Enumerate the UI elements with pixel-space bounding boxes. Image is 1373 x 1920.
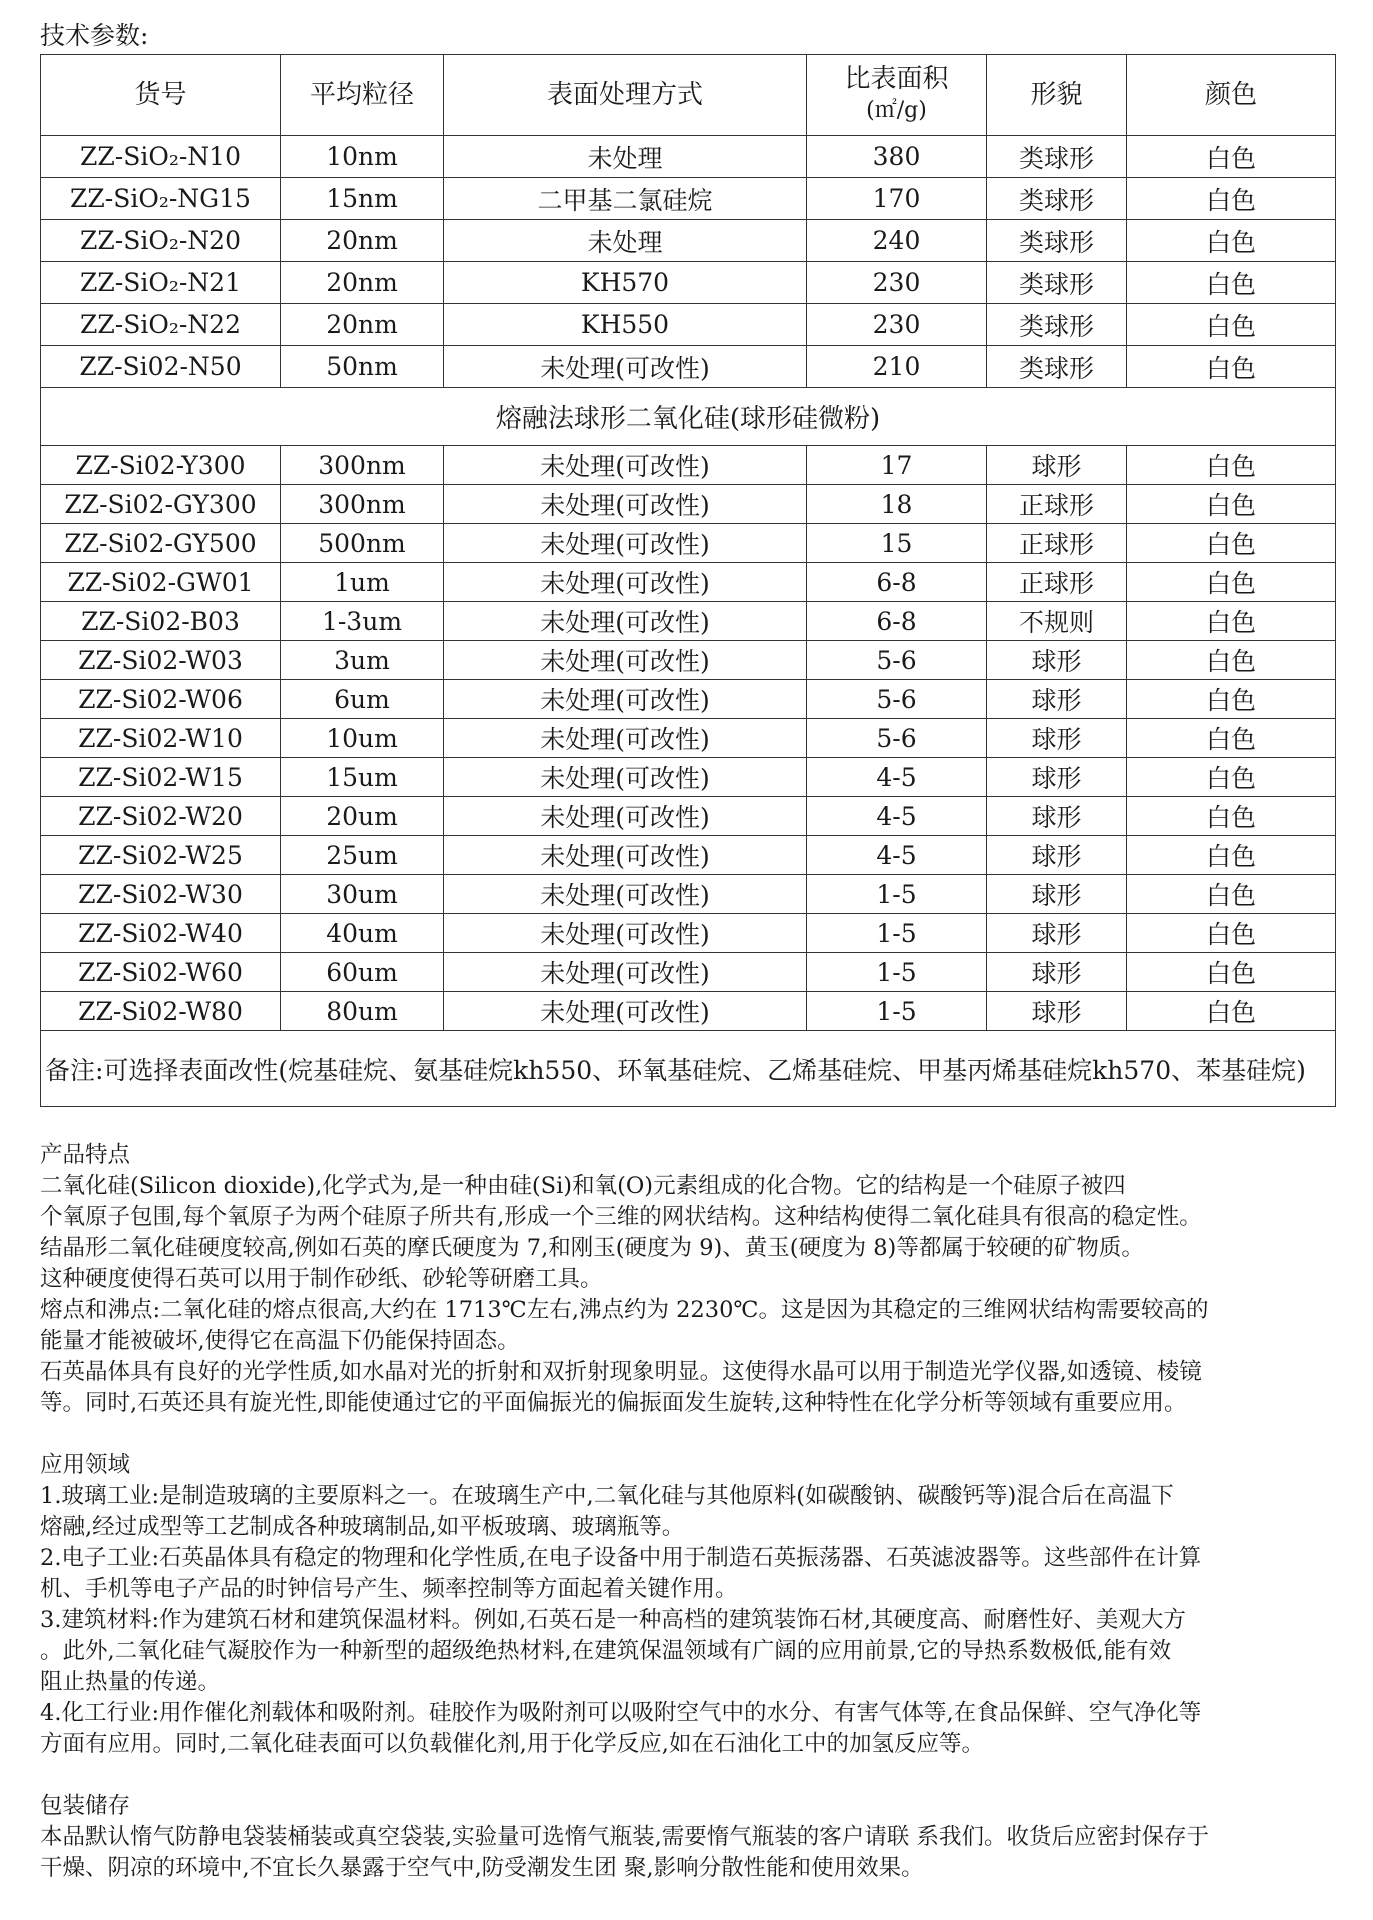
text-line: 阻止热量的传递。 (40, 1669, 221, 1695)
cell-color: 白色 (1127, 262, 1336, 304)
cell-size: 10nm (281, 136, 444, 178)
applications-title: 应用领域 (40, 1452, 131, 1478)
table-row (41, 136, 1336, 178)
cell-code: ZZ-SiO₂-N10 (41, 136, 281, 178)
cell-treatment: 未处理(可改性) (444, 914, 807, 953)
features-lines (40, 1171, 1340, 1419)
cell-size: 30um (281, 875, 444, 914)
cell-size: 15um (281, 758, 444, 797)
cell-size: 300nm (281, 485, 444, 524)
cell-color: 白色 (1127, 485, 1336, 524)
cell-code: ZZ-Si02-GY500 (41, 524, 281, 563)
header-area-line2: (㎡/g) (866, 98, 927, 123)
header-area-line1: 比表面积 (844, 64, 949, 94)
cell-color: 白色 (1127, 602, 1336, 641)
cell-area: 170 (807, 178, 987, 220)
table-row (41, 524, 1336, 563)
cell-size: 500nm (281, 524, 444, 563)
cell-shape: 球形 (987, 875, 1127, 914)
cell-shape: 球形 (987, 758, 1127, 797)
cell-shape: 球形 (987, 953, 1127, 992)
cell-color: 白色 (1127, 346, 1336, 388)
table-row (41, 836, 1336, 875)
text-line: 能量才能被破坏,使得它在高温下仍能保持固态。 (40, 1328, 520, 1354)
cell-code: ZZ-Si02-W30 (41, 875, 281, 914)
cell-treatment: 未处理(可改性) (444, 485, 807, 524)
header-area (807, 55, 987, 136)
text-line: 熔点和沸点:二氧化硅的熔点很高,大约在 1713℃左右,沸点约为 2230℃。这是因为其稳定的三维网状结构需要较高的 (40, 1297, 1209, 1323)
table-row (41, 758, 1336, 797)
cell-size: 20um (281, 797, 444, 836)
cell-shape: 正球形 (987, 563, 1127, 602)
text-line: 机、手机等电子产品的时钟信号产生、频率控制等方面起着关键作用。 (40, 1576, 738, 1602)
cell-treatment: KH570 (444, 262, 807, 304)
cell-size: 1-3um (281, 602, 444, 641)
cell-color: 白色 (1127, 797, 1336, 836)
cell-treatment: 未处理(可改性) (444, 524, 807, 563)
cell-code: ZZ-Si02-GY300 (41, 485, 281, 524)
cell-code: ZZ-Si02-B03 (41, 602, 281, 641)
text-line: 二氧化硅(Silicon dioxide),化学式为,是一种由硅(Si)和氧(O)元素组成的化合物。它的结构是一个硅原子被四 (40, 1173, 1126, 1199)
cell-shape: 球形 (987, 797, 1127, 836)
cell-shape: 正球形 (987, 485, 1127, 524)
cell-code: ZZ-SiO₂-N21 (41, 262, 281, 304)
cell-color: 白色 (1127, 304, 1336, 346)
cell-area: 4-5 (807, 758, 987, 797)
table-row (41, 602, 1336, 641)
text-line: 2.电子工业:石英晶体具有稳定的物理和化学性质,在电子设备中用于制造石英振荡器、石英滤波器等。这些部件在计算 (40, 1545, 1202, 1571)
cell-code: ZZ-Si02-W80 (41, 992, 281, 1031)
cell-color: 白色 (1127, 836, 1336, 875)
cell-code: ZZ-Si02-W15 (41, 758, 281, 797)
cell-treatment: 未处理(可改性) (444, 836, 807, 875)
text-line: 熔融,经过成型等工艺制成各种玻璃制品,如平板玻璃、玻璃瓶等。 (40, 1514, 685, 1540)
cell-treatment: 未处理(可改性) (444, 602, 807, 641)
table-row (41, 953, 1336, 992)
table-group-heading (41, 388, 1336, 446)
cell-treatment: 未处理(可改性) (444, 953, 807, 992)
cell-treatment: 未处理(可改性) (444, 719, 807, 758)
cell-size: 300nm (281, 446, 444, 485)
cell-shape: 不规则 (987, 602, 1127, 641)
cell-shape: 类球形 (987, 304, 1127, 346)
cell-code: ZZ-SiO₂-N20 (41, 220, 281, 262)
cell-code: ZZ-Si02-W60 (41, 953, 281, 992)
cell-area: 1-5 (807, 914, 987, 953)
header-code: 货号 (41, 55, 281, 136)
cell-code: ZZ-Si02-GW01 (41, 563, 281, 602)
cell-shape: 类球形 (987, 262, 1127, 304)
text-line: 。此外,二氧化硅气凝胶作为一种新型的超级绝热材料,在建筑保温领域有广阔的应用前景,它的导热系数极低,能有效 (40, 1638, 1172, 1664)
storage-title: 包装储存 (40, 1793, 131, 1819)
spec-heading: 技术参数: (40, 21, 149, 50)
text-line: 1.玻璃工业:是制造玻璃的主要原料之一。在玻璃生产中,二氧化硅与其他原料(如碳酸钠、碳酸钙等)混合后在高温下 (40, 1483, 1174, 1509)
text-line: 等。同时,石英还具有旋光性,即能使通过它的平面偏振光的偏振面发生旋转,这种特性在化学分析等领域有重要应用。 (40, 1390, 1187, 1416)
table-row (41, 446, 1336, 485)
cell-color: 白色 (1127, 953, 1336, 992)
cell-shape: 类球形 (987, 136, 1127, 178)
cell-treatment: 未处理 (444, 136, 807, 178)
table-row (41, 719, 1336, 758)
cell-size: 80um (281, 992, 444, 1031)
text-line: 3.建筑材料:作为建筑石材和建筑保温材料。例如,石英石是一种高档的建筑装饰石材,其硬度高、耐磨性好、美观大方 (40, 1607, 1186, 1633)
cell-area: 4-5 (807, 797, 987, 836)
header-color: 颜色 (1127, 55, 1336, 136)
applications-lines (40, 1481, 1340, 1760)
cell-shape: 球形 (987, 914, 1127, 953)
text-line: 干燥、阴凉的环境中,不宜长久暴露于空气中,防受潮发生团 聚,影响分散性能和使用效果。 (40, 1855, 924, 1881)
cell-size: 60um (281, 953, 444, 992)
text-line: 石英晶体具有良好的光学性质,如水晶对光的折射和双折射现象明显。这使得水晶可以用于制造光学仪器,如透镜、棱镜 (40, 1359, 1202, 1385)
cell-area: 210 (807, 346, 987, 388)
storage-lines (40, 1822, 1340, 1884)
cell-area: 230 (807, 304, 987, 346)
table-row (41, 680, 1336, 719)
table-body-spherical (41, 446, 1336, 1031)
cell-color: 白色 (1127, 758, 1336, 797)
group-heading-row (41, 388, 1336, 446)
cell-size: 25um (281, 836, 444, 875)
cell-treatment: 未处理(可改性) (444, 797, 807, 836)
cell-size: 40um (281, 914, 444, 953)
text-line: 本品默认惰气防静电袋装桶装或真空袋装,实验量可选惰气瓶装,需要惰气瓶装的客户请联 系我们。收货后应密封保存于 (40, 1824, 1209, 1850)
cell-treatment: 未处理(可改性) (444, 875, 807, 914)
table-row (41, 485, 1336, 524)
cell-area: 6-8 (807, 563, 987, 602)
cell-size: 20nm (281, 220, 444, 262)
table-row (41, 797, 1336, 836)
cell-area: 5-6 (807, 719, 987, 758)
cell-code: ZZ-Si02-W25 (41, 836, 281, 875)
cell-size: 15nm (281, 178, 444, 220)
cell-code: ZZ-Si02-W40 (41, 914, 281, 953)
cell-shape: 球形 (987, 719, 1127, 758)
cell-color: 白色 (1127, 563, 1336, 602)
cell-size: 3um (281, 641, 444, 680)
cell-code: ZZ-Si02-W20 (41, 797, 281, 836)
cell-shape: 类球形 (987, 178, 1127, 220)
cell-color: 白色 (1127, 680, 1336, 719)
table-row (41, 875, 1336, 914)
cell-treatment: 未处理(可改性) (444, 641, 807, 680)
cell-color: 白色 (1127, 719, 1336, 758)
cell-color: 白色 (1127, 446, 1336, 485)
features-section (40, 1140, 1340, 1884)
table-row (41, 992, 1336, 1031)
cell-shape: 球形 (987, 992, 1127, 1031)
text-line: 个氧原子包围,每个氧原子为两个硅原子所共有,形成一个三维的网状结构。这种结构使得二氧化硅具有很高的稳定性。 (40, 1204, 1202, 1230)
header-treatment: 表面处理方式 (444, 55, 807, 136)
table-row (41, 178, 1336, 220)
cell-shape: 球形 (987, 680, 1127, 719)
cell-treatment: 未处理(可改性) (444, 992, 807, 1031)
cell-color: 白色 (1127, 914, 1336, 953)
cell-treatment: 未处理(可改性) (444, 680, 807, 719)
cell-color: 白色 (1127, 641, 1336, 680)
cell-shape: 球形 (987, 641, 1127, 680)
cell-treatment: 未处理(可改性) (444, 446, 807, 485)
cell-size: 50nm (281, 346, 444, 388)
cell-treatment: 未处理 (444, 220, 807, 262)
cell-shape: 正球形 (987, 524, 1127, 563)
cell-area: 230 (807, 262, 987, 304)
text-line: 4.化工行业:用作催化剂载体和吸附剂。硅胶作为吸附剂可以吸附空气中的水分、有害气体等,在食品保鲜、空气净化等 (40, 1700, 1202, 1726)
cell-color: 白色 (1127, 992, 1336, 1031)
cell-area: 1-5 (807, 992, 987, 1031)
cell-area: 6-8 (807, 602, 987, 641)
table-row (41, 641, 1336, 680)
cell-size: 20nm (281, 262, 444, 304)
cell-size: 1um (281, 563, 444, 602)
cell-shape: 类球形 (987, 220, 1127, 262)
table-row (41, 563, 1336, 602)
cell-shape: 球形 (987, 446, 1127, 485)
cell-color: 白色 (1127, 875, 1336, 914)
table-header-row (41, 55, 1336, 136)
cell-area: 240 (807, 220, 987, 262)
table-row (41, 220, 1336, 262)
header-shape: 形貌 (987, 55, 1127, 136)
cell-area: 4-5 (807, 836, 987, 875)
cell-area: 17 (807, 446, 987, 485)
cell-area: 18 (807, 485, 987, 524)
cell-code: ZZ-SiO₂-N22 (41, 304, 281, 346)
cell-size: 6um (281, 680, 444, 719)
text-line: 这种硬度使得石英可以用于制作砂纸、砂轮等研磨工具。 (40, 1266, 603, 1292)
cell-area: 5-6 (807, 641, 987, 680)
cell-code: ZZ-Si02-W03 (41, 641, 281, 680)
text-line: 方面有应用。同时,二氧化硅表面可以负载催化剂,用于化学反应,如在石油化工中的加氢反应等。 (40, 1731, 984, 1757)
cell-area: 1-5 (807, 875, 987, 914)
cell-color: 白色 (1127, 220, 1336, 262)
note-cell: 备注:可选择表面改性(烷基硅烷、氨基硅烷kh550、环氧基硅烷、乙烯基硅烷、甲基丙烯基硅烷kh570、苯基硅烷) (41, 1031, 1336, 1107)
cell-size: 20nm (281, 304, 444, 346)
cell-treatment: 未处理(可改性) (444, 563, 807, 602)
cell-shape: 类球形 (987, 346, 1127, 388)
cell-color: 白色 (1127, 178, 1336, 220)
table-row (41, 346, 1336, 388)
header-size: 平均粒径 (281, 55, 444, 136)
cell-color: 白色 (1127, 136, 1336, 178)
table-row (41, 262, 1336, 304)
cell-code: ZZ-Si02-W06 (41, 680, 281, 719)
table-body-nano (41, 136, 1336, 388)
cell-size: 10um (281, 719, 444, 758)
cell-code: ZZ-Si02-N50 (41, 346, 281, 388)
cell-treatment: 未处理(可改性) (444, 346, 807, 388)
cell-treatment: 二甲基二氯硅烷 (444, 178, 807, 220)
group-heading-cell: 熔融法球形二氧化硅(球形硅微粉) (41, 388, 1336, 446)
cell-area: 1-5 (807, 953, 987, 992)
cell-shape: 球形 (987, 836, 1127, 875)
cell-treatment: KH550 (444, 304, 807, 346)
table-note (41, 1031, 1336, 1107)
cell-code: ZZ-Si02-Y300 (41, 446, 281, 485)
note-row (41, 1031, 1336, 1107)
table-row (41, 914, 1336, 953)
cell-code: ZZ-SiO₂-NG15 (41, 178, 281, 220)
cell-area: 5-6 (807, 680, 987, 719)
text-line: 结晶形二氧化硅硬度较高,例如石英的摩氏硬度为 7,和刚玉(硬度为 9)、黄玉(硬度为 8)等都属于较硬的矿物质。 (40, 1235, 1144, 1261)
features-title: 产品特点 (40, 1142, 131, 1168)
cell-code: ZZ-Si02-W10 (41, 719, 281, 758)
cell-area: 380 (807, 136, 987, 178)
spec-table (40, 54, 1336, 1107)
cell-color: 白色 (1127, 524, 1336, 563)
table-row (41, 304, 1336, 346)
cell-area: 15 (807, 524, 987, 563)
cell-treatment: 未处理(可改性) (444, 758, 807, 797)
